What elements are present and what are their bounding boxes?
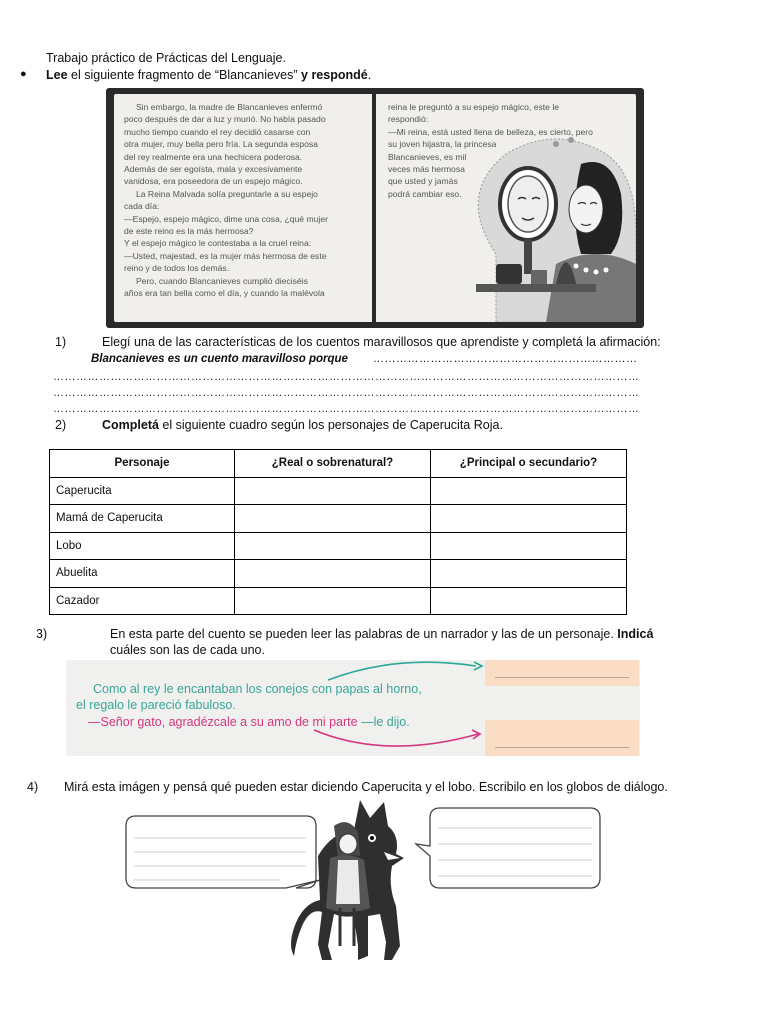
book-right-line: respondió: (388, 114, 429, 125)
q3-instruction (110, 627, 653, 641)
table-header-row (50, 450, 627, 478)
bullet: ● (20, 68, 27, 80)
book-image (106, 88, 644, 328)
cell-personaje: Cazador (50, 587, 235, 615)
q3-bold: Indicá (617, 627, 654, 641)
excerpt-narrator-words: —le dijo. (357, 715, 410, 729)
excerpt-narrator-line-1: Como al rey le encantaban los conejos con papas al horno, (93, 682, 422, 696)
q3-text-2: cuáles son las de cada uno. (110, 643, 265, 657)
excerpt-panel (66, 660, 640, 756)
book-left-line: años era tan bella como el día, y cuando la malévola (124, 288, 325, 299)
book-left-line: otra mujer, muy bella pero fría. La segunda esposa (124, 139, 318, 150)
cell-real-input[interactable] (235, 560, 431, 588)
book-right-line: veces más hermosa (388, 164, 465, 175)
q2-bold: Completá (102, 418, 159, 432)
q1-answer-line-3[interactable]: ……………………………………………………………………………………………………………………………………… (53, 387, 640, 399)
book-left-line: vanidosa, era poseedora de un espejo mágico. (124, 176, 303, 187)
book-left-line: —Usted, majestad, es la mujer más hermosa de este (124, 250, 327, 261)
instruction (46, 68, 371, 82)
q1-answer-line-4[interactable]: ……………………………………………………………………………………………………………………………………… (53, 403, 640, 415)
cell-personaje: Mamá de Caperucita (50, 505, 235, 533)
book-left-line: cada día: (124, 201, 160, 212)
caperucita-wolf-illustration (288, 796, 428, 968)
book-right-line: podrá cambiar eso. (388, 188, 462, 199)
book-right-line: que usted y jamás (388, 176, 458, 187)
cell-personaje: Abuelita (50, 560, 235, 588)
table-row (50, 532, 627, 560)
q3-number: 3) (36, 627, 48, 641)
cell-principal-input[interactable] (431, 560, 627, 588)
q3-text: En esta parte del cuento se pueden leer las palabras de un narrador y las de un personaje. (110, 627, 618, 641)
q4-number: 4) (27, 780, 39, 794)
book-left-line: del rey realmente era una hechicera poderosa. (124, 151, 303, 162)
q1-statement: Blancanieves es un cuento maravilloso porque (91, 353, 348, 365)
cell-real-input[interactable] (235, 532, 431, 560)
q1-answer-line-1[interactable]: …………………………………………………………… (373, 353, 638, 365)
book-left-line: Además de ser egoísta, mala y excesivamente (124, 164, 303, 175)
cell-personaje: Caperucita (50, 477, 235, 505)
cell-principal-input[interactable] (431, 505, 627, 533)
q2-instruction (102, 418, 503, 432)
table-row (50, 505, 627, 533)
table-row (50, 587, 627, 615)
cell-personaje: Lobo (50, 532, 235, 560)
book-left-line: Pero, cuando Blancanieves cumplió dieciséis (124, 275, 308, 286)
book-left-line: —Espejo, espejo mágico, dime una cosa, ¿qué mujer (124, 213, 328, 224)
cell-real-input[interactable] (235, 505, 431, 533)
instruction-bold-responde: y respondé (301, 68, 368, 82)
book-left-line: reino y de todos los demás. (124, 263, 230, 274)
cell-real-input[interactable] (235, 477, 431, 505)
characters-table (49, 449, 627, 615)
header-real-sobrenatural: ¿Real o sobrenatural? (235, 450, 431, 478)
book-right-line: su joven hijastra, la princesa (388, 139, 497, 150)
header-personaje: Personaje (50, 450, 235, 478)
table-row (50, 560, 627, 588)
cell-principal-input[interactable] (431, 477, 627, 505)
answer-box-character[interactable] (485, 720, 639, 756)
worksheet-title: Trabajo práctico de Prácticas del Lenguaje. (46, 51, 286, 65)
instruction-bold-lee: Lee (46, 68, 68, 82)
book-left-line: Sin embargo, la madre de Blancanieves enfermó (124, 102, 323, 112)
table-row (50, 477, 627, 505)
book-left-text (124, 101, 328, 300)
queen-mirror-illustration (436, 134, 636, 322)
instruction-end: . (367, 68, 372, 82)
instruction-text: el siguiente fragmento de “Blancanieves” (67, 68, 302, 82)
q1-number: 1) (55, 335, 67, 349)
cell-principal-input[interactable] (431, 532, 627, 560)
book-right-line: —Mi reina, está usted llena de belleza, es cierto, pero (388, 126, 593, 137)
book-left-line: poco después de dar a luz y murió. No había pasado (124, 114, 326, 125)
book-right-line: reina le preguntó a su espejo mágico, este le (388, 102, 560, 112)
q4-text: Mirá esta imágen y pensá qué pueden estar diciendo Caperucita y el lobo. Escribilo en los globos de diálogo. (64, 780, 668, 794)
book-right-line: Blancanieves, es mil (388, 151, 467, 162)
q2-text: el siguiente cuadro según los personajes de Caperucita Roja. (158, 418, 503, 432)
speech-bubble-right[interactable] (412, 804, 604, 892)
answer-box-narrator[interactable] (485, 660, 639, 686)
book-left-line: Y el espejo mágico le contestaba a la cruel reina: (124, 238, 312, 249)
header-principal-secundario: ¿Principal o secundario? (431, 450, 627, 478)
q1-text: Elegí una de las características de los cuentos maravillosos que aprendiste y completá la afirmación: (102, 335, 661, 349)
excerpt-character-words: —Señor gato, agradézcale a su amo de mi parte (88, 715, 358, 729)
book-left-line: mucho tiempo cuando el rey decidió casarse con (124, 126, 311, 137)
excerpt-narrator-line-2: el regalo le pareció fabuloso. (76, 698, 236, 712)
cell-principal-input[interactable] (431, 587, 627, 615)
q2-number: 2) (55, 418, 67, 432)
book-right-page (376, 94, 636, 322)
cell-real-input[interactable] (235, 587, 431, 615)
book-left-page (114, 94, 372, 322)
book-left-line: de este reino es la más hermosa? (124, 226, 254, 237)
q1-answer-line-2[interactable]: ……………………………………………………………………………………………………………………………………… (53, 371, 640, 383)
book-left-line: La Reina Malvada solía preguntarle a su espejo (124, 188, 318, 199)
